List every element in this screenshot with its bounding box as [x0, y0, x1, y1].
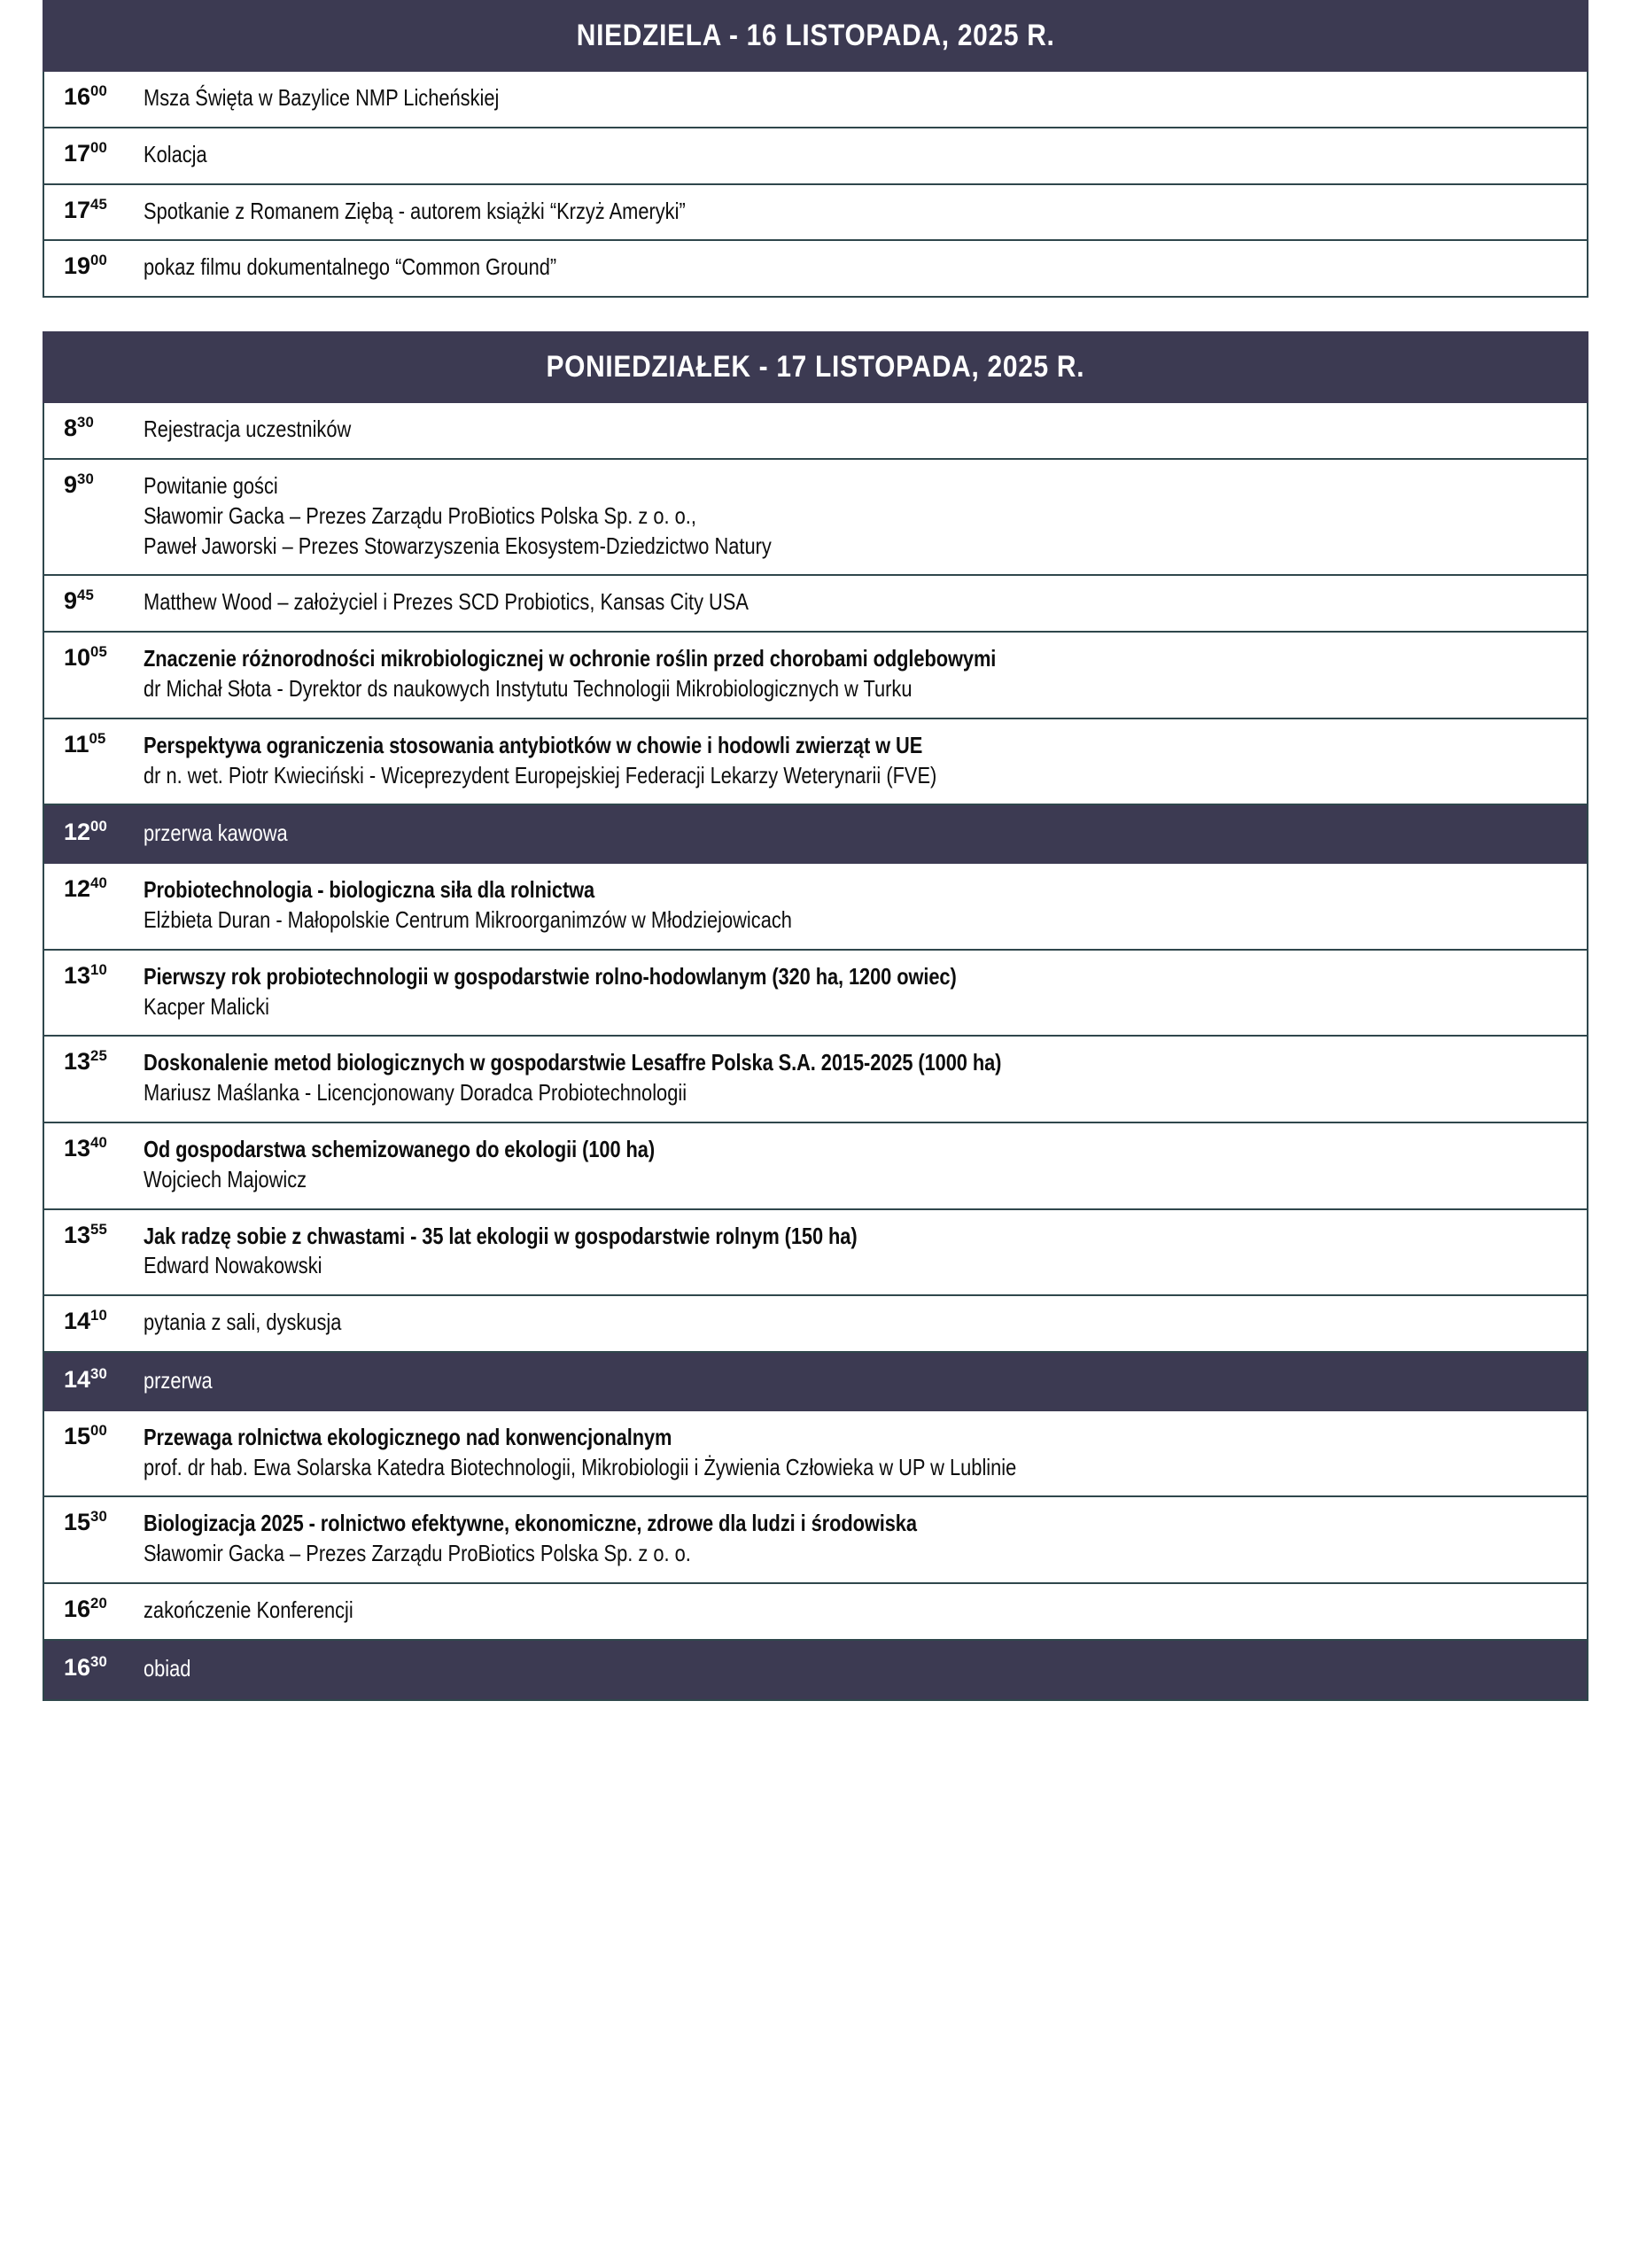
row-line-text: Pierwszy rok probiotechnologii w gospodarstwie rolno-hodowlanym (320 ha, 1200 owiec) — [144, 962, 957, 990]
row-time-minutes: 00 — [90, 82, 108, 99]
row-content — [144, 140, 1587, 170]
row-title — [144, 1222, 1565, 1252]
row-text — [144, 819, 1565, 849]
row-line-text: Rejestracja uczestników — [144, 416, 352, 443]
row-time — [44, 140, 144, 167]
row-line-text: Kacper Malicki — [144, 992, 270, 1020]
day-header-title: PONIEDZIAŁEK - 17 LISTOPADA, 2025 R. — [546, 350, 1085, 384]
schedule-row — [44, 1037, 1587, 1123]
row-content — [144, 1596, 1587, 1626]
schedule-row — [44, 864, 1587, 951]
schedule-row — [44, 72, 1587, 128]
schedule-row — [44, 951, 1587, 1037]
row-time-minutes: 40 — [90, 874, 108, 892]
row-line-text: prof. dr hab. Ewa Solarska Katedra Biotechnologii, Mikrobiologii i Żywienia Człowieka w UP w Lublinie — [144, 1453, 1017, 1480]
row-time-minutes: 10 — [90, 960, 108, 978]
row-line-text: Edward Nowakowski — [144, 1252, 322, 1279]
row-content — [144, 962, 1587, 1022]
row-content — [144, 731, 1587, 791]
row-time — [44, 644, 144, 671]
row-line-text: Powitanie gości — [144, 471, 278, 499]
row-line-text: Od gospodarstwa schemizowanego do ekologii (100 ha) — [144, 1135, 656, 1162]
row-time-hour: 10 — [64, 644, 91, 672]
row-time — [44, 1135, 144, 1161]
row-speaker — [144, 1539, 1565, 1569]
row-text — [144, 532, 1565, 562]
row-line-text: Perspektywa ograniczenia stosowania antybiotków w chowie i hodowli zwierząt w UE — [144, 731, 923, 758]
row-title — [144, 1423, 1565, 1453]
row-time — [44, 415, 144, 441]
row-text — [144, 1308, 1565, 1338]
break-row — [44, 1353, 1587, 1411]
row-line-text: Jak radzę sobie z chwastami - 35 lat ekologii w gospodarstwie rolnym (150 ha) — [144, 1222, 858, 1249]
row-time-hour: 11 — [64, 730, 89, 757]
row-time — [44, 1222, 144, 1248]
schedule-row — [44, 128, 1587, 185]
row-line-text: Mariusz Maślanka - Licencjonowany Doradca Probiotechnologii — [144, 1079, 687, 1107]
row-text — [144, 252, 1565, 283]
row-content — [144, 197, 1587, 227]
row-time — [44, 875, 144, 902]
row-time — [44, 731, 144, 757]
row-time-hour: 16 — [64, 1595, 91, 1622]
row-time-minutes: 10 — [90, 1307, 108, 1324]
row-text — [144, 501, 1565, 532]
row-line-text: Sławomir Gacka – Prezes Zarządu ProBiotics Polska Sp. z o. o. — [144, 1540, 691, 1567]
row-line-text: Kolacja — [144, 140, 207, 167]
break-row — [44, 805, 1587, 864]
row-content — [144, 415, 1587, 445]
row-text — [144, 1596, 1565, 1626]
break-row — [44, 1641, 1587, 1699]
row-line-text: Paweł Jaworski – Prezes Stowarzyszenia Ekosystem-Dziedzictwo Natury — [144, 532, 772, 559]
row-time-minutes: 05 — [89, 729, 106, 747]
row-title — [144, 1509, 1565, 1539]
row-time — [44, 819, 144, 845]
day-header-monday — [43, 331, 1588, 403]
row-line-text: Przewaga rolnictwa ekologicznego nad konwencjonalnym — [144, 1423, 672, 1450]
row-time-minutes: 00 — [90, 252, 108, 269]
row-line-text: Wojciech Majowicz — [144, 1165, 307, 1192]
row-content — [144, 1366, 1587, 1396]
row-time-minutes: 25 — [90, 1047, 108, 1065]
row-speaker — [144, 905, 1565, 936]
row-content — [144, 1222, 1587, 1282]
row-title — [144, 731, 1565, 761]
row-time — [44, 1366, 144, 1393]
row-text — [144, 415, 1565, 445]
row-text — [144, 197, 1565, 227]
row-line-text: Spotkanie z Romanem Ziębą - autorem książki “Krzyż Ameryki” — [144, 197, 686, 224]
row-time — [44, 471, 144, 498]
row-time-hour: 9 — [64, 470, 78, 498]
row-time-hour: 16 — [64, 83, 91, 110]
row-line-text: Probiotechnologia - biologiczna siła dla rolnictwa — [144, 876, 595, 904]
row-time — [44, 197, 144, 223]
row-line-text: zakończenie Konferencji — [144, 1596, 353, 1623]
row-text — [144, 471, 1565, 501]
row-speaker — [144, 674, 1565, 704]
row-time-hour: 8 — [64, 415, 78, 442]
row-line-text: przerwa — [144, 1366, 213, 1394]
row-time-minutes: 00 — [90, 138, 108, 156]
row-time-minutes: 30 — [90, 1652, 108, 1670]
row-time-minutes: 00 — [90, 1421, 108, 1439]
row-content — [144, 471, 1587, 561]
row-time — [44, 1654, 144, 1681]
row-time-hour: 12 — [64, 875, 91, 903]
row-content — [144, 644, 1587, 704]
day-header-sunday — [43, 0, 1588, 72]
row-line-text: Msza Święta w Bazylice NMP Licheńskiej — [144, 84, 500, 111]
row-time-minutes: 55 — [90, 1220, 108, 1238]
row-time-minutes: 00 — [90, 818, 108, 835]
row-content — [144, 1308, 1587, 1338]
row-content — [144, 1135, 1587, 1195]
row-time-hour: 9 — [64, 587, 78, 615]
row-time — [44, 962, 144, 989]
row-title — [144, 962, 1565, 992]
row-title — [144, 1135, 1565, 1165]
row-time-minutes: 40 — [90, 1133, 108, 1151]
row-time-minutes: 45 — [77, 586, 95, 604]
row-line-text: pytania z sali, dyskusja — [144, 1309, 342, 1336]
row-time-hour: 14 — [64, 1365, 91, 1393]
row-content — [144, 875, 1587, 936]
schedule-row — [44, 576, 1587, 633]
row-line-text: pokaz filmu dokumentalnego “Common Ground” — [144, 253, 557, 281]
row-time — [44, 587, 144, 614]
row-line-text: Matthew Wood – założyciel i Prezes SCD Probiotics, Kansas City USA — [144, 588, 749, 616]
row-line-text: obiad — [144, 1654, 191, 1682]
row-time — [44, 1423, 144, 1449]
row-content — [144, 1654, 1587, 1684]
row-time-hour: 15 — [64, 1509, 91, 1536]
row-time-hour: 16 — [64, 1653, 91, 1681]
schedule-row — [44, 1123, 1587, 1210]
day-header-title: NIEDZIELA - 16 LISTOPADA, 2025 R. — [576, 19, 1055, 52]
row-time-hour: 19 — [64, 252, 91, 280]
row-time — [44, 1509, 144, 1535]
row-title — [144, 1048, 1565, 1078]
row-time-hour: 17 — [64, 196, 91, 223]
row-text — [144, 140, 1565, 170]
schedule-row — [44, 241, 1587, 296]
row-content — [144, 1048, 1587, 1108]
row-time — [44, 1596, 144, 1622]
row-time-hour: 14 — [64, 1308, 91, 1335]
row-line-text: Sławomir Gacka – Prezes Zarządu ProBiotics Polska Sp. z o. o., — [144, 501, 696, 529]
row-line-text: Biologizacja 2025 - rolnictwo efektywne, ekonomiczne, zdrowe dla ludzi i środowiska — [144, 1510, 917, 1537]
row-title — [144, 644, 1565, 674]
day-body-sunday — [43, 72, 1588, 298]
row-time — [44, 1308, 144, 1334]
row-content — [144, 819, 1587, 849]
row-time-hour: 12 — [64, 819, 91, 846]
conference-schedule — [43, 0, 1588, 1701]
row-time-minutes: 30 — [77, 470, 95, 487]
row-time — [44, 252, 144, 279]
schedule-row — [44, 1497, 1587, 1584]
schedule-row — [44, 719, 1587, 806]
row-line-text: dr n. wet. Piotr Kwieciński - Wiceprezydent Europejskiej Federacji Lekarzy Weterynarii (FVE) — [144, 761, 937, 788]
row-speaker — [144, 1453, 1565, 1483]
row-time-hour: 17 — [64, 139, 91, 167]
row-time-hour: 13 — [64, 1134, 91, 1161]
row-time-minutes: 30 — [77, 414, 95, 431]
row-time-hour: 13 — [64, 1048, 91, 1076]
row-line-text: Znaczenie różnorodności mikrobiologicznej w ochronie roślin przed chorobami odglebowymi — [144, 645, 997, 672]
row-time-hour: 15 — [64, 1422, 91, 1449]
row-line-text: przerwa kawowa — [144, 819, 288, 847]
row-time — [44, 1048, 144, 1075]
row-content — [144, 252, 1587, 283]
row-text — [144, 83, 1565, 113]
row-time-minutes: 45 — [90, 195, 108, 213]
row-title — [144, 875, 1565, 905]
row-speaker — [144, 1078, 1565, 1108]
row-speaker — [144, 1251, 1565, 1281]
schedule-row — [44, 403, 1587, 460]
row-text — [144, 1654, 1565, 1684]
row-time — [44, 83, 144, 110]
row-time-hour: 13 — [64, 1221, 91, 1248]
row-time-minutes: 20 — [90, 1594, 108, 1612]
row-content — [144, 1423, 1587, 1483]
row-time-minutes: 30 — [90, 1364, 108, 1382]
schedule-row — [44, 633, 1587, 719]
row-time-minutes: 05 — [90, 643, 108, 661]
schedule-row — [44, 1411, 1587, 1498]
row-text — [144, 1366, 1565, 1396]
row-time-hour: 13 — [64, 961, 91, 989]
row-speaker — [144, 1165, 1565, 1195]
schedule-row — [44, 1210, 1587, 1297]
schedule-row — [44, 1296, 1587, 1353]
row-content — [144, 83, 1587, 113]
schedule-row — [44, 1584, 1587, 1641]
row-speaker — [144, 761, 1565, 791]
row-speaker — [144, 992, 1565, 1022]
day-body-monday — [43, 403, 1588, 1700]
row-content — [144, 1509, 1587, 1569]
row-content — [144, 587, 1587, 617]
row-line-text: Doskonalenie metod biologicznych w gospodarstwie Lesaffre Polska S.A. 2015-2025 (1000 ha) — [144, 1049, 1002, 1076]
row-time-minutes: 30 — [90, 1508, 108, 1526]
schedule-row — [44, 185, 1587, 242]
row-line-text: dr Michał Słota - Dyrektor ds naukowych Instytutu Technologii Mikrobiologicznych w Turku — [144, 674, 913, 702]
row-line-text: Elżbieta Duran - Małopolskie Centrum Mikroorganimzów w Młodziejowicach — [144, 905, 792, 933]
schedule-row — [44, 460, 1587, 576]
row-text — [144, 587, 1565, 617]
